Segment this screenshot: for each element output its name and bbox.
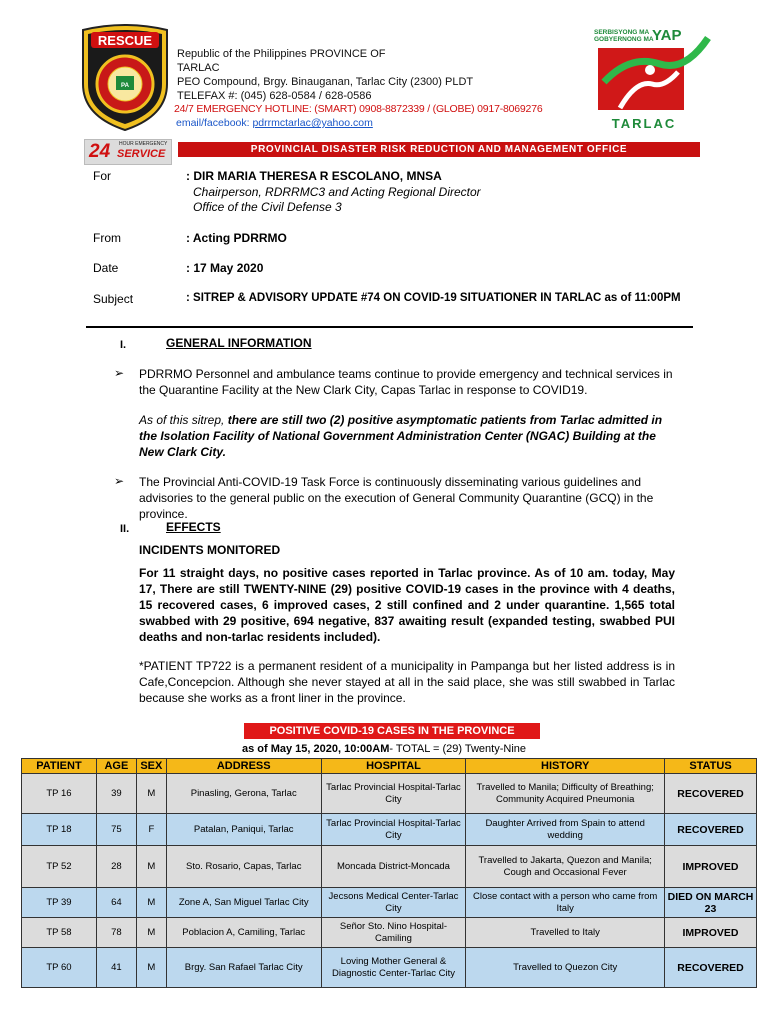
for-recipient: : DIR MARIA THERESA R ESCOLANO, MNSA bbox=[186, 169, 442, 183]
address-line-2: TARLAC bbox=[177, 62, 220, 74]
cell-age: 75 bbox=[96, 814, 136, 846]
cell-address: Patalan, Paniqui, Tarlac bbox=[166, 814, 321, 846]
subject-value: : SITREP & ADVISORY UPDATE #74 ON COVID-19 SITUATIONER IN TARLAC as of 11:00PM bbox=[186, 292, 681, 304]
cell-patient: TP 60 bbox=[22, 948, 97, 988]
cell-sex: M bbox=[136, 918, 166, 948]
address-line-3: PEO Compound, Brgy. Binauganan, Tarlac City (2300) PLDT bbox=[177, 76, 474, 88]
incidents-summary: For 11 straight days, no positive cases reported in Tarlac province. As of 10 am. today, May 17, There are still TWENTY-NINE (29) positive COVID-19 cases in the province with 4 deaths, 15 recovered cases, 6 improved cases, 2 still confined and 2 under quarantine. 1,565 total swabbed with 29 positive, 694 negative, 837 awaiting result (expanded testing, swabbed PUI deaths and non-tarlac residents included). bbox=[139, 566, 675, 644]
general-info-paragraph-3: The Provincial Anti-COVID-19 Task Force is continuously disseminating various guidelines and advisories to the general public on the execution of General Community Quarantine (GCQ) in the province. bbox=[139, 475, 654, 521]
sitrep-end: . bbox=[222, 445, 226, 459]
cases-as-of: as of May 15, 2020, 10:00AM bbox=[242, 743, 390, 755]
rescue-badge-logo bbox=[79, 24, 171, 132]
service-small-text: HOUR EMERGENCY bbox=[119, 141, 168, 147]
general-info-paragraph-2 bbox=[139, 412, 677, 460]
cell-age: 41 bbox=[96, 948, 136, 988]
cell-sex: M bbox=[136, 888, 166, 918]
table-row bbox=[22, 948, 757, 988]
recipient-title-1: Chairperson, RDRRMC3 and Acting Regional Director bbox=[193, 185, 481, 199]
cell-history: Daughter Arrived from Spain to attend wedding bbox=[466, 814, 665, 846]
table-row bbox=[22, 814, 757, 846]
section-1-number: I. bbox=[120, 339, 127, 351]
table-row bbox=[22, 918, 757, 948]
section-2-number: II. bbox=[120, 523, 130, 535]
cell-status: IMPROVED bbox=[665, 918, 757, 948]
cell-patient: TP 52 bbox=[22, 846, 97, 888]
telefax-line: TELEFAX #: (045) 628-0584 / 628-0586 bbox=[177, 90, 372, 102]
table-row bbox=[22, 846, 757, 888]
bullet-arrow-icon: ➢ bbox=[114, 474, 125, 488]
cell-hospital: Loving Mother General & Diagnostic Center-Tarlac City bbox=[321, 948, 466, 988]
cell-history: Travelled to Jakarta, Quezon and Manila; Cough and Occasional Fever bbox=[466, 846, 665, 888]
emergency-hotline: 24/7 EMERGENCY HOTLINE: (SMART) 0908-8872339 / (GLOBE) 0917-8069276 bbox=[174, 103, 543, 115]
cell-sex: M bbox=[136, 846, 166, 888]
office-banner: PROVINCIAL DISASTER RISK REDUCTION AND MANAGEMENT OFFICE bbox=[178, 142, 700, 157]
cell-history: Close contact with a person who came from Italy bbox=[466, 888, 665, 918]
cell-hospital: Moncada District-Moncada bbox=[321, 846, 466, 888]
cases-table-subtitle bbox=[0, 743, 768, 755]
cell-patient: TP 58 bbox=[22, 918, 97, 948]
cell-status: RECOVERED bbox=[665, 774, 757, 814]
cell-address: Sto. Rosario, Capas, Tarlac bbox=[166, 846, 321, 888]
date-value: : 17 May 2020 bbox=[186, 261, 264, 275]
cell-hospital: Tarlac Provincial Hospital-Tarlac City bbox=[321, 774, 466, 814]
cell-status: DIED ON MARCH 23 bbox=[665, 888, 757, 918]
serbisyong-mayap-logo bbox=[590, 24, 716, 136]
patient-tp722-note: *PATIENT TP722 is a permanent resident of a municipality in Pampanga but her listed address is in Cafe,Concepcion. Although she never stayed at all in the said place, she was still swabbed in Tarlac because she works as a front liner in the province. bbox=[139, 659, 675, 705]
badge-top-text: RESCUE bbox=[97, 33, 153, 48]
general-info-paragraph-1: PDRRMO Personnel and ambulance teams continue to provide emergency and technical services in the Quarantine Facility at the New Clark City, Capas Tarlac in response to COVID19. bbox=[139, 367, 673, 397]
sitrep-highlight: there are still two (2) positive asymptomatic patients from Tarlac admitted in the Isolation Facility of National Government Administration Center (NGAC) Building at the New Clark City bbox=[139, 413, 663, 459]
table-header-row bbox=[22, 759, 757, 774]
cell-age: 39 bbox=[96, 774, 136, 814]
address-line-1: Republic of the Philippines PROVINCE OF bbox=[177, 48, 386, 60]
service-word: SERVICE bbox=[117, 148, 166, 160]
horizontal-rule bbox=[86, 326, 693, 328]
section-2-title: EFFECTS bbox=[166, 520, 221, 534]
logo-place-text: TARLAC bbox=[611, 116, 677, 131]
cell-address: Poblacion A, Camiling, Tarlac bbox=[166, 918, 321, 948]
cell-hospital: Señor Sto. Nino Hospital-Camiling bbox=[321, 918, 466, 948]
section-1-title: GENERAL INFORMATION bbox=[166, 336, 312, 350]
cell-patient: TP 39 bbox=[22, 888, 97, 918]
cases-table-title: POSITIVE COVID-19 CASES IN THE PROVINCE bbox=[244, 723, 540, 739]
svg-text:GOBYERNONG MA: GOBYERNONG MA bbox=[594, 36, 654, 43]
cell-sex: F bbox=[136, 814, 166, 846]
cell-address: Brgy. San Rafael Tarlac City bbox=[166, 948, 321, 988]
service-number: 24 bbox=[89, 141, 111, 162]
cell-sex: M bbox=[136, 774, 166, 814]
cell-history: Travelled to Manila; Difficulty of Breathing; Community Acquired Pneumonia bbox=[466, 774, 665, 814]
email-line bbox=[176, 117, 373, 129]
table-row bbox=[22, 888, 757, 918]
subject-label: Subject bbox=[93, 292, 134, 306]
column-header-history: HISTORY bbox=[466, 759, 665, 774]
cell-age: 28 bbox=[96, 846, 136, 888]
column-header-age: AGE bbox=[96, 759, 136, 774]
cell-status: RECOVERED bbox=[665, 948, 757, 988]
for-label: For bbox=[93, 169, 111, 183]
cell-hospital: Tarlac Provincial Hospital-Tarlac City bbox=[321, 814, 466, 846]
cell-address: Pinasling, Gerona, Tarlac bbox=[166, 774, 321, 814]
date-label: Date bbox=[93, 261, 119, 275]
column-header-hospital: HOSPITAL bbox=[321, 759, 466, 774]
svg-text:PA: PA bbox=[121, 83, 129, 89]
positive-cases-table bbox=[21, 758, 757, 988]
cell-patient: TP 16 bbox=[22, 774, 97, 814]
column-header-patient: PATIENT bbox=[22, 759, 97, 774]
cell-status: RECOVERED bbox=[665, 814, 757, 846]
cell-sex: M bbox=[136, 948, 166, 988]
from-label: From bbox=[93, 231, 121, 245]
from-value: : Acting PDRRMO bbox=[186, 231, 287, 245]
table-row bbox=[22, 774, 757, 814]
cell-age: 78 bbox=[96, 918, 136, 948]
svg-text:SERBISYONG MA: SERBISYONG MA bbox=[594, 29, 650, 36]
cell-age: 64 bbox=[96, 888, 136, 918]
recipient-title-2: Office of the Civil Defense 3 bbox=[193, 200, 342, 214]
cell-patient: TP 18 bbox=[22, 814, 97, 846]
logo-yap-text: YAP bbox=[652, 27, 682, 44]
sitrep-lead: As of this sitrep, bbox=[139, 413, 228, 427]
column-header-status: STATUS bbox=[665, 759, 757, 774]
cases-total: - TOTAL = (29) Twenty-Nine bbox=[389, 743, 526, 755]
email-label: email/facebook: bbox=[176, 117, 253, 129]
column-header-sex: SEX bbox=[136, 759, 166, 774]
cell-hospital: Jecsons Medical Center-Tarlac City bbox=[321, 888, 466, 918]
incidents-monitored-heading: INCIDENTS MONITORED bbox=[139, 543, 281, 557]
cell-status: IMPROVED bbox=[665, 846, 757, 888]
office-address-block bbox=[177, 47, 473, 103]
bullet-arrow-icon: ➢ bbox=[114, 366, 125, 380]
24-hour-service-logo bbox=[84, 139, 172, 165]
cell-history: Travelled to Italy bbox=[466, 918, 665, 948]
cell-history: Travelled to Quezon City bbox=[466, 948, 665, 988]
cell-address: Zone A, San Miguel Tarlac City bbox=[166, 888, 321, 918]
column-header-address: ADDRESS bbox=[166, 759, 321, 774]
email-link[interactable]: pdrrmctarlac@yahoo.com bbox=[252, 117, 373, 129]
